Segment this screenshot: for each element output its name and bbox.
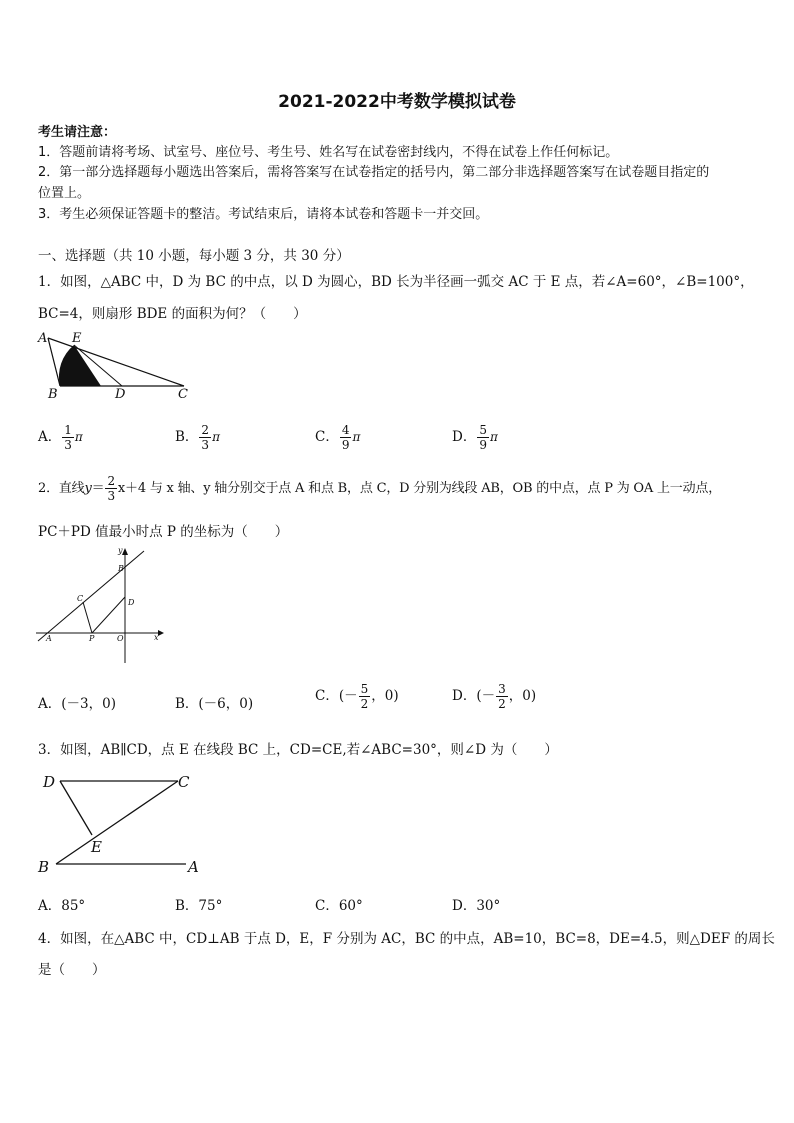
question-1-text-cont: BC=4，则扇形 BDE 的面积为何？（ ） <box>38 306 307 322</box>
question-3-option-b[interactable]: B．75° <box>175 898 223 914</box>
label-c: C <box>178 387 188 402</box>
x-axis-arrow <box>158 630 164 636</box>
label-c: C <box>77 594 84 603</box>
label-c: C <box>178 773 190 791</box>
question-4-text-cont: 是（ ） <box>38 962 106 978</box>
question-1-text: 1．如图，△ABC 中，D 为 BC 的中点，以 D 为圆心，BD 长为半径画一弧交 AC 于 E 点，若∠A=60°，∠B=100°， <box>38 274 754 290</box>
label-y: y <box>118 546 123 555</box>
question-2-text-cont: PC＋PD 值最小时点 P 的坐标为（ ） <box>38 524 289 540</box>
question-2-option-d[interactable]: D．(－ $\frac{3}{2}$ ，0) <box>452 682 537 711</box>
label-e: E <box>91 838 102 856</box>
question-3-option-a[interactable]: A．85° <box>38 898 86 914</box>
label-d: D <box>128 598 135 607</box>
label-e: E <box>72 331 82 346</box>
label-b: B <box>48 387 58 402</box>
label-d: D <box>115 387 126 402</box>
segment-de <box>60 781 92 835</box>
line-ab <box>38 551 144 641</box>
y-axis-arrow <box>122 548 128 555</box>
question-3-text: 3．如图，AB∥CD，点 E 在线段 BC 上，CD=CE,若∠ABC=30°，则∠D 为（ ） <box>38 742 558 758</box>
label-d: D <box>43 773 56 791</box>
notice-line-2: 2．第一部分选择题每小题选出答案后，需将答案写在试卷指定的括号内，第二部分非选择题答案写在试卷题目指定的 <box>38 165 710 180</box>
label-x: x <box>154 633 159 642</box>
question-3-option-d[interactable]: D．30° <box>452 898 501 914</box>
label-a: A <box>38 331 48 346</box>
segment-pc <box>83 602 92 633</box>
label-b: B <box>38 858 50 876</box>
question-2-option-c[interactable]: C．(－ $\frac{5}{2}$ ，0) <box>315 682 399 711</box>
side-ab <box>48 338 60 386</box>
segment-cb <box>56 781 178 864</box>
label-a: A <box>188 858 199 876</box>
question-2-option-b[interactable]: B．(－6，0) <box>175 696 254 712</box>
question-2-figure <box>34 543 166 667</box>
label-o: O <box>117 634 124 643</box>
question-1-option-c[interactable]: C． $\frac{4}{9}$ π <box>315 423 361 452</box>
section-heading: 一、选择题（共 10 小题，每小题 3 分，共 30 分） <box>38 248 350 264</box>
question-2-option-a[interactable]: A．(－3，0) <box>38 696 116 712</box>
question-1-option-a[interactable]: A． $\frac{1}{3}$ π <box>38 423 83 452</box>
question-1-option-d[interactable]: D． $\frac{5}{9}$ π <box>452 423 498 452</box>
label-b: B <box>118 564 124 573</box>
notice-line-1: 1．答题前请将考场、试室号、座位号、考生号、姓名写在试卷密封线内，不得在试卷上作任何标记。 <box>38 145 619 160</box>
notice-heading: 考生请注意： <box>38 125 117 140</box>
sector-bde <box>59 345 101 386</box>
label-p: P <box>89 634 95 643</box>
question-1-option-b[interactable]: B． $\frac{2}{3}$ π <box>175 423 220 452</box>
question-4-text: 4．如图，在△ABC 中，CD⊥AB 于点 D，E，F 分别为 AC，BC 的中点，AB=10，BC=8，DE=4.5，则△DEF 的周长 <box>38 931 775 947</box>
question-2-text: 2．直线y＝ $\frac{2}{3}$ x＋4 与 x 轴、y 轴分别交于点 A 和点 B，点 C，D 分别为线段 AB，OB 的中点，点 P 为 OA 上一动点， <box>38 474 722 503</box>
notice-line-3: 3．考生必须保证答题卡的整洁。考试结束后，请将本试卷和答题卡一并交回。 <box>38 207 489 222</box>
segment-pd <box>92 597 125 633</box>
notice-line-2-cont: 位置上。 <box>38 186 91 201</box>
question-1-figure <box>34 328 194 402</box>
label-a: A <box>46 634 52 643</box>
page-title: 2021-2022中考数学模拟试卷 <box>278 92 516 112</box>
question-3-option-c[interactable]: C．60° <box>315 898 363 914</box>
question-3-figure <box>34 768 206 880</box>
